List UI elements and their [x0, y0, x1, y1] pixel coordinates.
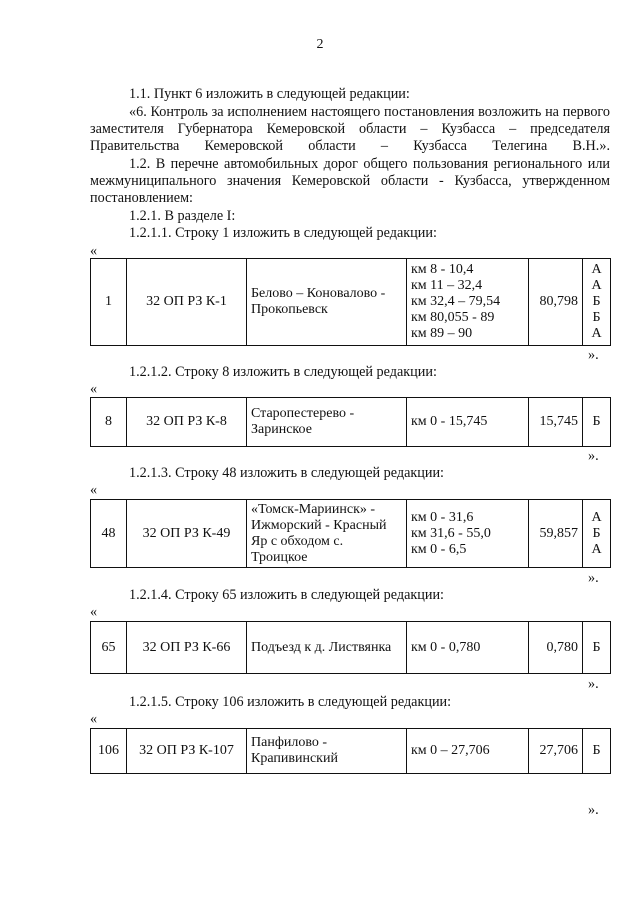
road-length: 0,780 [529, 622, 583, 674]
table-row [91, 500, 611, 568]
road-table [90, 397, 611, 447]
road-table [90, 728, 611, 774]
road-categories [583, 398, 611, 447]
road-category: Б [592, 639, 601, 655]
quote-open: « [90, 482, 98, 498]
quote-close: ». [588, 802, 599, 818]
road-name: Панфилово - Крапивинский [247, 729, 407, 774]
section-heading: 1.2.1.5. Строку 106 изложить в следующей редакции: [129, 694, 452, 710]
paragraph-point-6: «6. Контроль за исполнением настоящего постановления возложить на первого заместителя Губернатора Кемеровской области – Кузбасса – председателя Правительства Кемеровской области – Кузбасса Телегина В.Н.». [90, 104, 610, 154]
road-table [90, 499, 611, 568]
row-number: 1 [91, 259, 127, 346]
road-length: 80,798 [529, 259, 583, 346]
row-number: 48 [91, 500, 127, 568]
road-category: Б [592, 294, 601, 309]
quote-close: ». [588, 448, 599, 464]
road-length: 59,857 [529, 500, 583, 568]
road-categories [583, 500, 611, 568]
quote-open: « [90, 381, 98, 397]
road-table [90, 258, 611, 346]
road-code: 32 ОП РЗ К-1 [127, 259, 247, 346]
km-range: км 0 - 0,780 [411, 639, 481, 655]
km-range: км 11 – 32,4 [411, 278, 483, 293]
km-ranges [407, 398, 529, 447]
km-ranges [407, 259, 529, 346]
km-range: км 89 – 90 [411, 326, 473, 341]
km-ranges [407, 622, 529, 674]
road-name: Старопестерево - Заринское [247, 398, 407, 447]
km-range: км 0 – 27,706 [411, 743, 490, 758]
km-range: км 80,055 - 89 [411, 310, 495, 325]
row-number: 106 [91, 729, 127, 774]
km-ranges [407, 729, 529, 774]
section-heading: 1.2.1.4. Строку 65 изложить в следующей редакции: [129, 587, 444, 603]
paragraph-1-1: 1.1. Пункт 6 изложить в следующей редакции: [129, 86, 410, 102]
section-heading: 1.2.1.2. Строку 8 изложить в следующей редакции: [129, 364, 437, 380]
road-category: А [591, 278, 602, 293]
km-range: км 0 - 15,745 [411, 414, 488, 429]
table-row [91, 729, 611, 774]
quote-close: ». [588, 347, 599, 363]
road-category: А [591, 326, 602, 341]
road-table [90, 621, 611, 674]
road-length: 27,706 [529, 729, 583, 774]
road-category: А [591, 262, 602, 277]
road-category: Б [592, 743, 601, 758]
km-range: км 0 - 31,6 [411, 509, 474, 525]
road-name: Подъезд к д. Листвянка [247, 622, 407, 674]
road-code: 32 ОП РЗ К-8 [127, 398, 247, 447]
road-category: Б [592, 414, 601, 429]
section-heading: 1.2.1.1. Строку 1 изложить в следующей редакции: [129, 225, 437, 241]
table-row [91, 622, 611, 674]
km-range: км 8 - 10,4 [411, 262, 474, 277]
road-length: 15,745 [529, 398, 583, 447]
road-categories [583, 259, 611, 346]
km-range: км 0 - 6,5 [411, 541, 467, 557]
table-row [91, 259, 611, 346]
quote-open: « [90, 243, 98, 259]
row-number: 65 [91, 622, 127, 674]
road-category: Б [592, 525, 601, 541]
km-range: км 31,6 - 55,0 [411, 525, 491, 541]
road-category: Б [592, 310, 601, 325]
road-code: 32 ОП РЗ К-49 [127, 500, 247, 568]
road-name: Белово – Коновалово - Прокопьевск [247, 259, 407, 346]
road-category: А [591, 509, 602, 525]
quote-open: « [90, 711, 98, 727]
page-number: 2 [316, 37, 324, 52]
paragraph-1-2: 1.2. В перечне автомобильных дорог общего пользования регионального или межмуниципального значения Кемеровской области - Кузбасса, утвержденном постановлением: [90, 156, 610, 206]
road-categories [583, 622, 611, 674]
road-categories [583, 729, 611, 774]
road-category: А [591, 541, 602, 557]
km-ranges [407, 500, 529, 568]
road-code: 32 ОП РЗ К-107 [127, 729, 247, 774]
road-name: «Томск-Мариинск» - Ижморский - Красный Яр с обходом с. Троицкое [247, 500, 407, 568]
quote-open: « [90, 604, 98, 620]
table-row [91, 398, 611, 447]
paragraph-1-2-1: 1.2.1. В разделе I: [129, 208, 236, 224]
section-heading: 1.2.1.3. Строку 48 изложить в следующей редакции: [129, 465, 444, 481]
quote-close: ». [588, 676, 599, 692]
row-number: 8 [91, 398, 127, 447]
quote-close: ». [588, 570, 599, 586]
km-range: км 32,4 – 79,54 [411, 294, 501, 309]
road-code: 32 ОП РЗ К-66 [127, 622, 247, 674]
